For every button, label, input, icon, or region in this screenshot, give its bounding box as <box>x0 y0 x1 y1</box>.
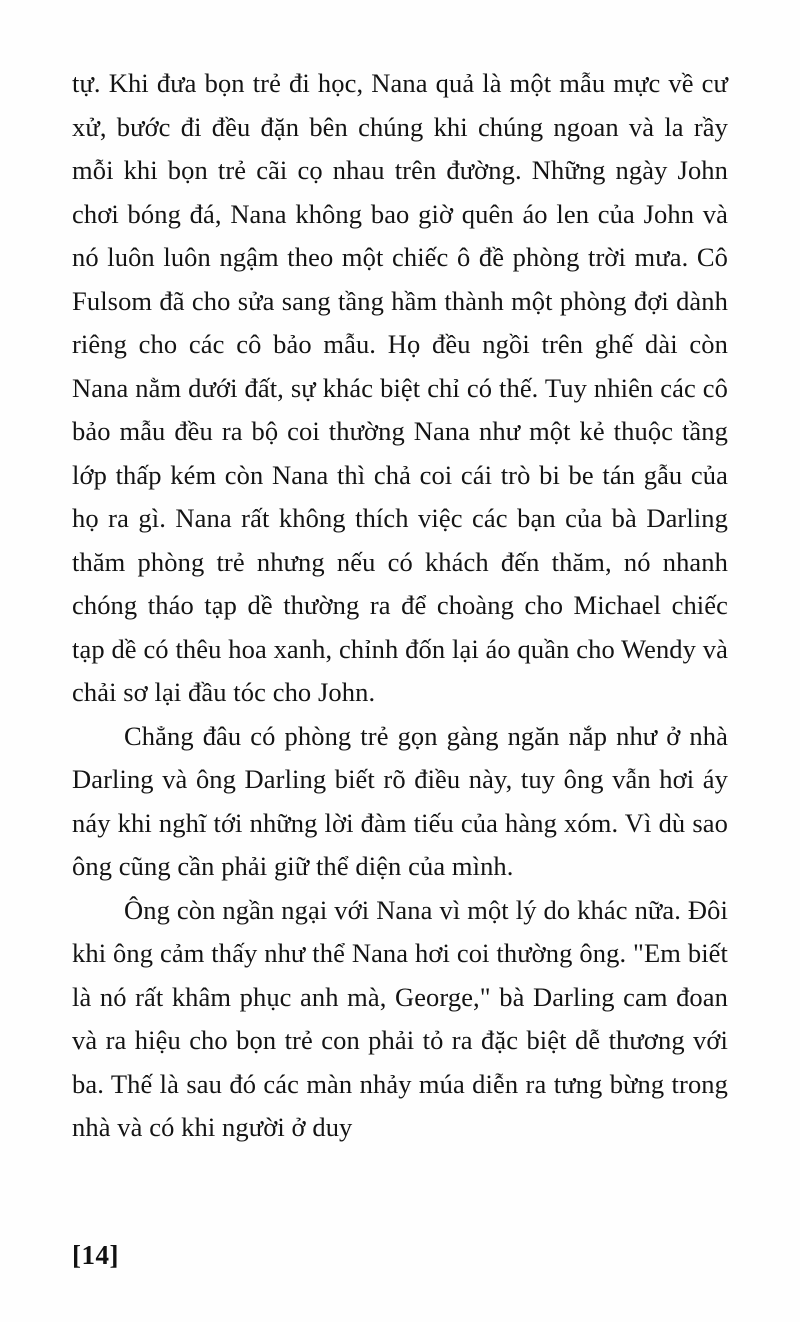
paragraph-1: tự. Khi đưa bọn trẻ đi học, Nana quả là một mẫu mực về cư xử, bước đi đều đặn bên chúng khi chúng ngoan và la rầy mỗi khi bọn trẻ cãi cọ nhau trên đường. Những ngày John chơi bóng đá, Nana không bao giờ quên áo len của John và nó luôn luôn ngậm theo một chiếc ô đề phòng trời mưa. Cô Fulsom đã cho sửa sang tầng hầm thành một phòng đợi dành riêng cho các cô bảo mẫu. Họ đều ngồi trên ghế dài còn Nana nằm dưới đất, sự khác biệt chỉ có thế. Tuy nhiên các cô bảo mẫu đều ra bộ coi thường Nana như một kẻ thuộc tầng lớp thấp kém còn Nana thì chả coi cái trò bi be tán gẫu của họ ra gì. Nana rất không thích việc các bạn của bà Darling thăm phòng trẻ nhưng nếu có khách đến thăm, nó nhanh chóng tháo tạp dề thường ra để choàng cho Michael chiếc tạp dề có thêu hoa xanh, chỉnh đốn lại áo quần cho Wendy và chải sơ lại đầu tóc cho John. <box>72 68 728 707</box>
paragraph-3: Ông còn ngần ngại với Nana vì một lý do khác nữa. Đôi khi ông cảm thấy như thể Nana hơi coi thường ông. "Em biết là nó rất khâm phục anh mà, George," bà Darling cam đoan và ra hiệu cho bọn trẻ con phải tỏ ra đặc biệt dễ thương với ba. Thế là sau đó các màn nhảy múa diễn ra tưng bừng trong nhà và có khi người ở duy <box>72 894 728 1142</box>
page-number: [14] <box>72 1240 119 1270</box>
body-text-column <box>72 62 728 1150</box>
paragraph-2: Chẳng đâu có phòng trẻ gọn gàng ngăn nắp như ở nhà Darling và ông Darling biết rõ điều này, tuy ông vẫn hơi áy náy khi nghĩ tới những lời đàm tiếu của hàng xóm. Vì dù sao ông cũng cần phải giữ thể diện của mình. <box>72 720 728 881</box>
